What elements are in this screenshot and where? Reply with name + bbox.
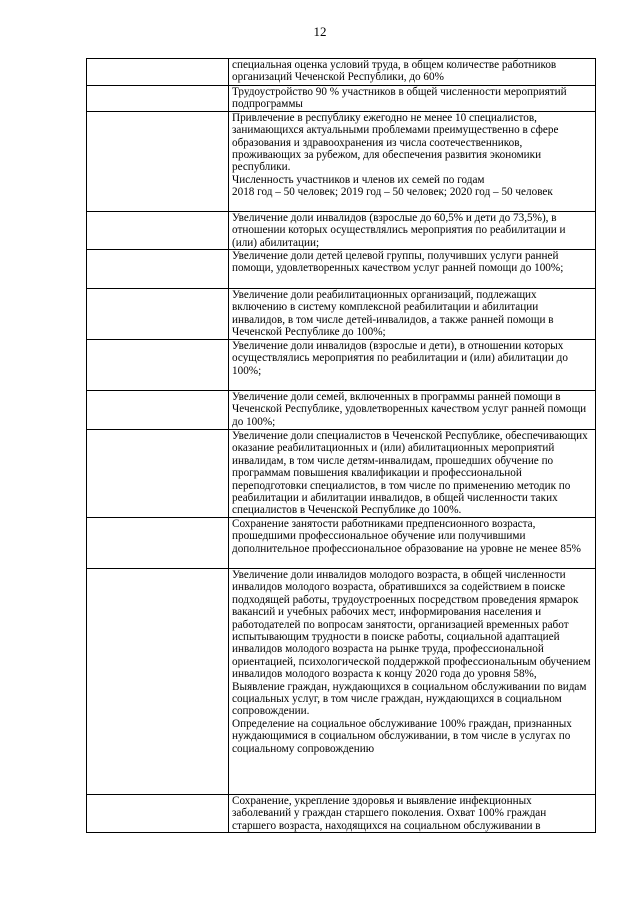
indicator-text: Привлечение в республику ежегодно не менее 10 специалистов, занимающихся актуальными проблемами преимущественно в сфере образования и здравоохранения из числа соотечественников, проживающих за рубежом, для обеспечения развития экономики республики. [232,111,559,174]
table-row [87,86,596,112]
indicator-text: 2018 год – 50 человек; 2019 год – 50 человек; 2020 год – 50 человек [232,186,553,199]
indicator-cell [229,211,596,249]
indicator-text: Увеличение доли детей целевой группы, получивших услуги ранней помощи, удовлетворенных качеством услуг ранней помощи до 100%; [232,250,564,275]
left-cell [87,391,229,430]
indicator-text: Выявление граждан, нуждающихся в социальном обслуживании по видам социальных услуг, в том числе граждан, нуждающихся в социальном сопровождении. [232,680,587,718]
indicator-cell [229,430,596,518]
left-cell [87,794,229,832]
indicator-cell [229,340,596,391]
table-row [87,568,596,794]
indicator-text: Увеличение доли инвалидов молодого возраста, в общей численности инвалидов молодого возраста, обратившихся за содействием в поиске подходящей работы, трудоустроенных посредством проведения ярмарок вакансий и учебных рабочих мест, информирования населения и работодателей по вопросам занятости, организацией временных работ испытывающим трудности в поиске работы, социальной адаптацией инвалидов молодого возраста на рынке труда, профессиональной ориентацией, психологической поддержкой профессиональным обучением инвалидов молодого возраста к концу 2020 года до уровня 58%, [232,568,591,681]
page-number: 12 [313,24,327,39]
left-cell [87,250,229,289]
indicator-text: Сохранение, укрепление здоровья и выявление инфекционных заболеваний у граждан старшего поколения. Охват 100% граждан старшего возраста, находящихся на социальном обслуживании в [232,794,547,832]
table-row [87,517,596,568]
table-row [87,794,596,832]
indicator-text: Численность участников и членов их семей по годам [232,173,485,186]
left-cell [87,59,229,86]
left-cell [87,517,229,568]
table-row [87,59,596,86]
left-cell [87,289,229,340]
indicator-cell [229,250,596,289]
table-row [87,250,596,289]
table-row [87,340,596,391]
left-cell [87,111,229,211]
table-row [87,430,596,518]
indicator-cell [229,289,596,340]
left-cell [87,568,229,794]
table-row [87,211,596,249]
indicator-cell [229,59,596,86]
indicator-text: Увеличение доли специалистов в Чеченской Республике, обеспечивающих оказание реабилитационных и (или) абилитационных мероприятий инвалидам, в том числе детям-инвалидам, прошедших обучение по программам повышения квалификации и профессиональной переподготовки специалистов, в том числе по применению методик по реабилитации и абилитации инвалидов, в общей численности таких специалистов в Чеченской Республике до 100%. [232,430,588,517]
table-row [87,111,596,211]
left-cell [87,340,229,391]
indicator-cell [229,111,596,211]
indicator-text: Сохранение занятости работниками предпенсионного возраста, прошедшими профессиональное обучение или получившими дополнительное профессиональное образование на уровне не менее 85% [232,517,581,555]
left-cell [87,86,229,112]
left-cell [87,430,229,518]
indicator-text: Увеличение доли инвалидов (взрослые до 60,5% и дети до 73,5%), в отношении которых осуществлялись мероприятия по реабилитации и (или) абилитации; [232,211,566,249]
table-row [87,289,596,340]
indicator-cell [229,794,596,832]
indicator-text: Увеличение доли семей, включенных в программы ранней помощи в Чеченской Республике, удовлетворенных качеством услуг ранней помощи до 100%; [232,391,587,428]
left-cell [87,211,229,249]
indicator-cell [229,391,596,430]
indicator-cell [229,517,596,568]
indicator-text: Увеличение доли инвалидов (взрослые и дети), в отношении которых осуществлялись мероприятия по реабилитации и (или) абилитации до 100%; [232,340,568,377]
indicator-text: Трудоустройство 90 % участников в общей численности мероприятий подпрограммы [232,86,567,111]
indicator-cell [229,86,596,112]
indicator-text: Увеличение доли реабилитационных организаций, подлежащих включению в систему комплексной реабилитации и абилитации инвалидов, в том числе детей-инвалидов, а также ранней помощи в Чеченской Республике до 100%; [232,289,554,339]
indicator-cell [229,568,596,794]
program-indicators-table [86,58,596,833]
indicator-text: специальная оценка условий труда, в общем количестве работников организаций Чеченской Республики, до 60% [232,59,557,84]
indicator-text: Определение на социальное обслуживание 100% граждан, признанных нуждающимися в социальном обслуживании, в том числе в услугах по социальному сопровождению [232,717,572,755]
table-row [87,391,596,430]
